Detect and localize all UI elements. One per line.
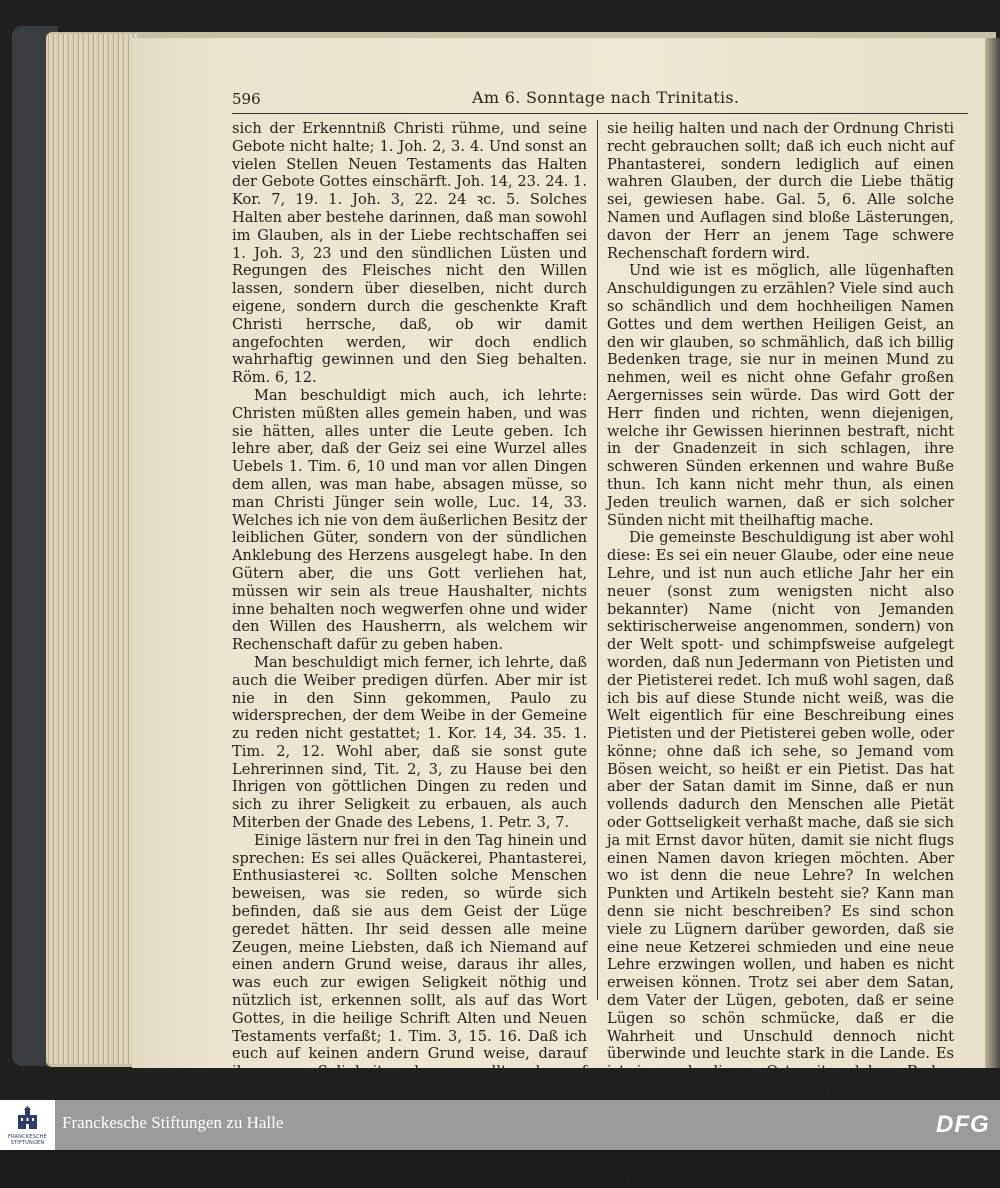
header-rule (232, 113, 968, 114)
left-paragraph-1: sich der Erkenntniß Christi rühme, und seine Gebote nicht halte; 1. Joh. 2, 3. 4. Und sonst an vielen Stellen Neuen Testaments das Halten der Gebote Gottes einschärft. Joh. 14, 23. 24. 1. Kor. 7, 19. 1. Joh. 3, 22. 24 ꝛc. 5. Solches Halten aber bestehe darinnen, daß man sowohl im Glauben, als in der Liebe rechtschaffen sei 1. Joh. 3, 23 und den sündlichen Lüsten und Regungen des Fleisches nicht den Willen lassen, sondern über dieselben, nicht durch eigene, sondern durch die geschenkte Kraft Christi herrsche, daß, ob wir damit angefochten werden, wir doch endlich wahrhaftig gewinnen und den Sieg behalten. Röm. 6, 12. (232, 120, 587, 387)
running-title: Am 6. Sonntage nach Trinitatis. (472, 88, 740, 107)
viewer-footer (0, 1100, 1000, 1150)
right-paragraph-3: Die gemeinste Beschuldigung ist aber wohl diese: Es sei ein neuer Glaube, oder eine neue Lehre, und ist nun auch etliche Jahr her ein neuer (sonst zum wenigsten nicht also bekannter) Name (nicht von Jemanden sektirischerweise angenommen, sondern) von der Welt spott- und schimpfsweise aufgelegt worden, daß nun Jedermann von Pietisten und der Pietisterei redet. Ich muß wohl sagen, daß ich bis auf diese Stunde nicht weiß, was die Welt eigentlich für eine Beschreibung eines Pietisten und der Pietisterei geben wolle, oder könne; ohne daß ich sehe, so Jemand vom Bösen weicht, so heißt er ein Pietist. Das hat aber der Satan damit im Sinne, daß er nun vollends dadurch den Menschen alle Pietät oder Gottseligkeit verhaßt mache, daß sie sich ja mit Ernst davor hüten, damit sie nicht flugs einen Namen davon kriegen möchten. Aber wo ist denn die neue Lehre? In welchen Punkten und Artikeln besteht sie? Kann man denn sie nicht beschreiben? Es sind schon viele zu Lügnern darüber geworden, daß sie eine neue Ketzerei schmieden und eine neue Lehre erzwingen wollen, und haben es nicht erweisen können. Trotz sei aber dem Satan, dem Vater der Lügen, geboten, daß er seine Lügen so schön schmücke, daß er die Wahrheit und Unschuld dennoch nicht überwinde und leuchte stark in die Lande. Es ist ja auch dieser Ort mit solchen Reden angefüllt, daß eine neue Lehre vorhanden sei, Sekte in dieser Stadt weiß. Dieses wünschte ich (607, 529, 954, 1188)
institution-name[interactable]: Franckesche Stiftungen zu Halle (62, 1113, 284, 1132)
dfg-logo[interactable]: DFG (936, 1111, 990, 1138)
orphanage-emblem-icon (14, 1106, 41, 1133)
running-head (232, 88, 968, 114)
page-number: 596 (232, 90, 261, 108)
logo-caption-line-1: FRANCKESCHE (7, 1134, 48, 1140)
left-paragraph-4: Einige lästern nur frei in den Tag hinein und sprechen: Es sei alles Quäckerei, Phantasterei, Enthusiasterei ꝛc. Sollten solche Menschen beweisen, was sie reden, so würde sich befinden, daß sie aus dem Geist der Lüge geredet hätten. Ihr seid dessen alle meine Zeugen, meine Liebsten, daß ich Niemand auf einen andern Grund weise, daraus ihr alles, was euch zur ewigen Seligkeit nöthig und nützlich ist, erkennen sollt, als auf das Wort Gottes, in die heilige Schrift Alten und Neuen Testaments verfaßt; 1. Tim. 3, 15. 16. Daß ich euch auf keinen andern Grund weise, darauf ihr eure Seligkeit erbauen sollt, als auf Christum Jesum, 1. Kor. 3, 11; daß ich euch (232, 831, 587, 1099)
left-column (232, 120, 587, 1152)
right-column (607, 120, 954, 1188)
left-paragraph-3: Man beschuldigt mich ferner, ich lehrte, daß auch die Weiber predigen dürfen. Aber mir ist nie in den Sinn gekommen, Paulo zu widersprechen, der dem Weibe in der Gemeine zu reden nicht gestattet; 1. Kor. 14, 34. 35. 1. Tim. 2, 12. Wohl aber, daß sie sonst gute Lehrerinnen sind, Tit. 2, 3, zu Hause bei den Ihrigen von göttlichen Dingen zu reden und sich zu ihrer Seligkeit zu erbauen, als auch Miterben der Gnade des Lebens, 1. Petr. 3, 7. (232, 653, 587, 832)
column-divider (597, 120, 598, 1000)
institution-logo[interactable] (0, 1100, 55, 1150)
page-edges (46, 34, 138, 1064)
left-paragraph-2: Man beschuldigt mich auch, ich lehrte: Christen müßten alles gemein haben, und was sie hätten, alles unter die Leute geben. Ich lehre aber, daß der Geiz sei eine Wurzel alles Uebels 1. Tim. 6, 10 und man vor allen Dingen dem allen, was man habe, absagen müsse, so man Christi Jünger sein wolle, Luc. 14, 33. Welches ich nie von dem äußerlichen Besitz der leiblichen Güter, sondern von der sündlichen Anklebung des Herzens ausgelegt habe. In den Gütern aber, die uns Gott verliehen hat, müssen wir sein als treue Haushalter, nichts inne behalten noch wegwerfen ohne und wider den Willen des Hausherrn, als welchem wir Rechenschaft dafür zu geben haben. (232, 386, 587, 654)
page-gutter-shadow (985, 38, 1000, 1068)
logo-caption-line-2: STIFTUNGEN (10, 1140, 45, 1146)
right-paragraph-2: Und wie ist es möglich, alle lügenhaften Anschuldigungen zu erzählen? Viele sind auch so schändlich und dem hochheiligen Namen Gottes und dem werthen Heiligen Geist, an den wir glauben, so schmählich, daß ich billig Bedenken trage, sie nur in meinen Mund zu nehmen, weil es nicht ohne Gefahr großen Aergernisses sein würde. Das wird Gott der Herr finden und richten, wenn diejenigen, welche ihr Gewissen hierinnen bestraft, nicht in der Gnadenzeit in sich schlagen, ihre schweren Sünden erkennen und wahre Buße thun. Ich kann nicht mehr thun, als einen Jeden treulich warnen, daß er sich solcher Sünden nicht mit theilhaftig mache. (607, 262, 954, 529)
logo-caption (0, 1134, 55, 1146)
right-paragraph-1: sie heilig halten und nach der Ordnung Christi recht gebrauchen sollt; daß ich euch nicht auf Phantasterei, sondern lediglich auf einen wahren Glauben, der durch die Liebe thätig sei, gewiesen habe. Gal. 5, 6. Alle solche Namen und Auflagen sind bloße Lästerungen, davon der Herr an jenem Tage schwere Rechenschaft fordern wird. (607, 120, 954, 262)
